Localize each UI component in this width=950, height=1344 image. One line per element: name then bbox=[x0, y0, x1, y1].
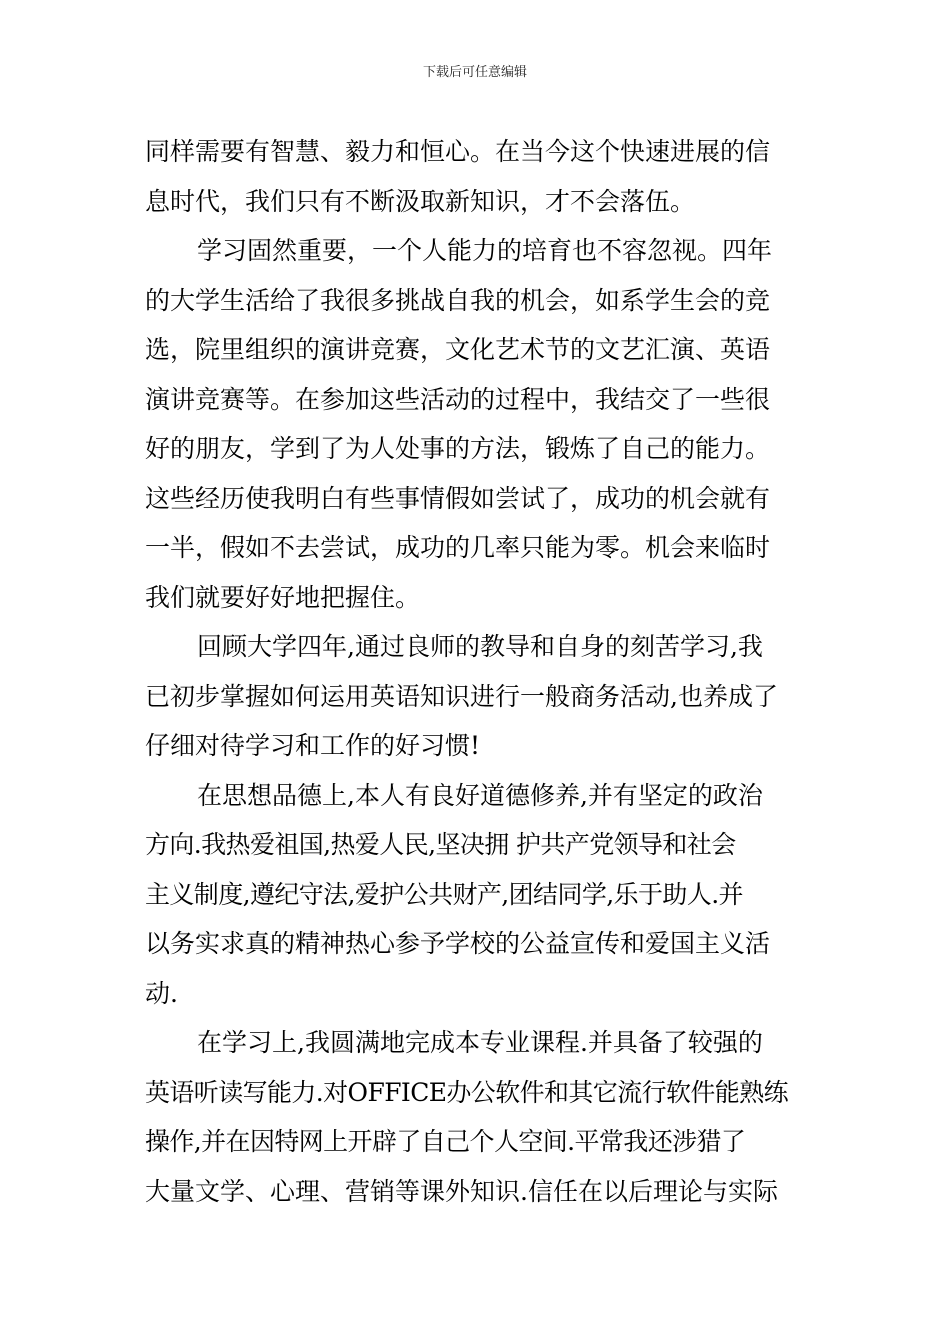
text-line-2: 息时代，我们只有不断汲取新知识，才不会落伍。 bbox=[145, 186, 696, 216]
text-line-16: 主义制度,遵纪守法,爱护公共财产,团结同学,乐于助人.并 bbox=[145, 879, 743, 909]
text-line-20: 英语听读写能力.对OFFICE办公软件和其它流行软件能熟练 bbox=[145, 1077, 788, 1107]
text-line-18: 动. bbox=[145, 978, 178, 1008]
text-line-10: 我们就要好好地把握住。 bbox=[145, 582, 421, 612]
text-line-9: 一半，假如不去尝试，成功的几率只能为零。机会来临时 bbox=[145, 533, 771, 562]
text-line-12: 已初步掌握如何运用英语知识进行一般商务活动,也养成了 bbox=[145, 681, 778, 711]
text-line-17: 以务实求真的精神热心参予学校的公益宣传和爱国主义活 bbox=[145, 929, 771, 958]
text-line-1: 同样需要有智慧、毅力和恒心。在当今这个快速进展的信 bbox=[145, 137, 771, 166]
text-line-22: 大量文学、心理、营销等课外知识.信任在以后理论与实际 bbox=[145, 1176, 778, 1206]
text-line-4: 的大学生活给了我很多挑战自我的机会，如系学生会的竞 bbox=[145, 285, 771, 315]
text-line-15: 方向.我热爱祖国,热爱人民,坚决拥 护共产党领导和社会 bbox=[145, 830, 736, 859]
text-line-7: 好的朋友，学到了为人处事的方法，锻炼了自己的能力。 bbox=[145, 434, 771, 463]
text-line-8: 这些经历使我明白有些事情假如尝试了，成功的机会就有 bbox=[145, 483, 771, 513]
text-line-14: 在思想品德上,本人有良好道德修养,并有坚定的政治 bbox=[197, 780, 763, 810]
text-line-11: 回顾大学四年,通过良师的教导和自身的刻苦学习,我 bbox=[197, 632, 763, 661]
text-line-3: 学习固然重要，一个人能力的培育也不容忽视。四年 bbox=[197, 236, 773, 265]
text-line-6: 演讲竞赛等。在参加这些活动的过程中，我结交了一些很 bbox=[145, 384, 771, 414]
text-line-19: 在学习上,我圆满地完成本专业课程.并具备了较强的 bbox=[197, 1028, 763, 1057]
document-body bbox=[145, 127, 810, 1216]
text-line-5: 选，院里组织的演讲竞赛，文化艺术节的文艺汇演、英语 bbox=[145, 335, 771, 364]
text-line-21: 操作,并在因特网上开辟了自己个人空间.平常我还涉猎了 bbox=[145, 1127, 746, 1156]
text-line-13: 仔细对待学习和工作的好习惯! bbox=[145, 731, 481, 760]
page-header: 下载后可任意编辑 bbox=[422, 65, 527, 80]
